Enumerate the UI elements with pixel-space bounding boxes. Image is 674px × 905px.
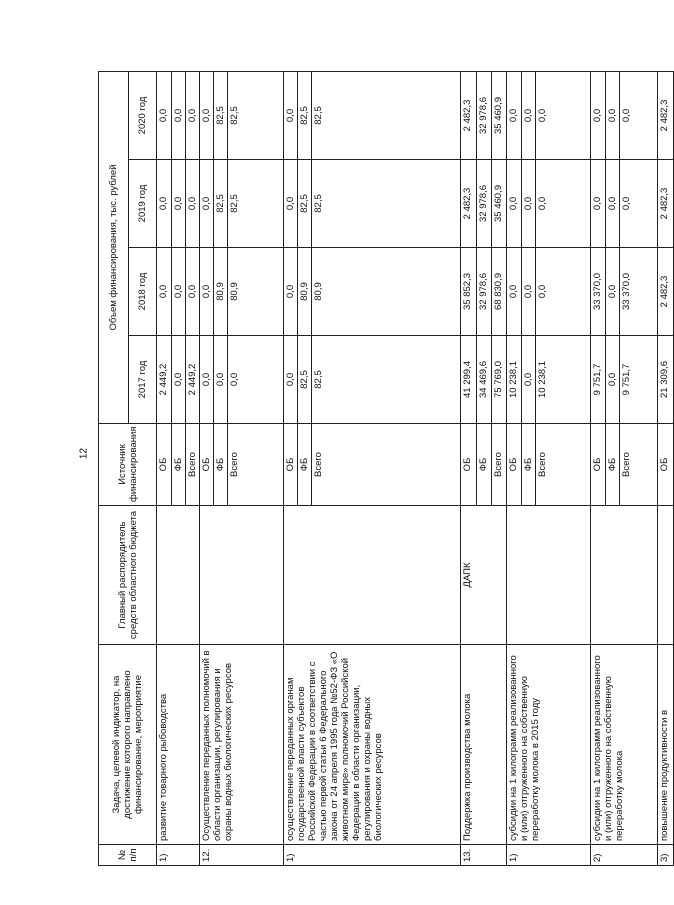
table-row <box>200 71 214 865</box>
value-cell: 0,0 <box>620 71 658 159</box>
value-cell: 0,0 <box>507 160 522 248</box>
value-cell: 0,0 <box>157 71 172 159</box>
row-number: 1) <box>284 845 461 866</box>
value-cell: 82,5 <box>312 160 461 248</box>
value-cell: 2 482,3 <box>461 71 477 159</box>
value-cell: 32 978,6 <box>477 160 492 248</box>
rotated-page <box>98 72 670 866</box>
value-cell: 0,0 <box>284 71 298 159</box>
source-cell: ОБ <box>507 424 522 506</box>
table-row <box>157 71 172 865</box>
header-year: 2019 год <box>129 160 157 248</box>
value-cell: 35 852,3 <box>461 248 477 336</box>
header-year: 2018 год <box>129 248 157 336</box>
source-cell: Всего <box>536 424 591 506</box>
value-cell: 0,0 <box>200 71 214 159</box>
task-cell: субсидии на 1 килограмм реализованного и (или) отгруженного на собственную переработку молока <box>591 645 658 845</box>
header-year: 2017 год <box>129 336 157 424</box>
value-cell: 0,0 <box>606 71 620 159</box>
task-cell: повышение продуктивности в <box>658 645 674 845</box>
header-task: Задача, целевой индикатор, на достижение которого направлено финансирование, мероприятие <box>99 645 157 845</box>
source-cell: Всего <box>312 424 461 506</box>
value-cell: 80,9 <box>214 248 228 336</box>
manager-cell <box>658 506 674 645</box>
value-cell: 0,0 <box>172 336 186 424</box>
value-cell: 2 449,2 <box>186 336 200 424</box>
row-number: 1) <box>157 845 200 866</box>
table-row <box>461 71 477 865</box>
value-cell: 75 769,0 <box>492 336 507 424</box>
value-cell: 35 460,9 <box>492 160 507 248</box>
header-source: Источник финансирования <box>99 424 157 506</box>
value-cell: 0,0 <box>507 248 522 336</box>
value-cell: 82,5 <box>298 160 312 248</box>
value-cell: 2 482,3 <box>658 71 674 159</box>
value-cell: 0,0 <box>284 160 298 248</box>
table-row <box>284 71 298 865</box>
value-cell: 35 460,9 <box>492 71 507 159</box>
value-cell: 2 482,3 <box>658 160 674 248</box>
value-cell: 0,0 <box>522 336 536 424</box>
value-cell: 34 469,6 <box>477 336 492 424</box>
row-number: 12. <box>200 845 284 866</box>
source-cell: ФБ <box>477 424 492 506</box>
manager-cell: ДАПК <box>461 506 507 645</box>
value-cell: 80,9 <box>228 248 284 336</box>
task-cell: субсидии на 1 килограмм реализованного и (или) отгруженного на собственную переработку молока в 2015 году <box>507 645 591 845</box>
source-cell: Всего <box>620 424 658 506</box>
value-cell: 0,0 <box>186 248 200 336</box>
value-cell: 0,0 <box>536 160 591 248</box>
header-num: № п/п <box>99 845 157 866</box>
value-cell: 2 482,3 <box>461 160 477 248</box>
value-cell: 80,9 <box>298 248 312 336</box>
source-cell: ОБ <box>658 424 674 506</box>
header-manager: Главный распорядитель средств областного бюджета <box>99 506 157 645</box>
value-cell: 0,0 <box>186 160 200 248</box>
value-cell: 82,5 <box>298 71 312 159</box>
value-cell: 0,0 <box>214 336 228 424</box>
source-cell: ФБ <box>214 424 228 506</box>
manager-cell <box>591 506 658 645</box>
value-cell: 2 449,2 <box>157 336 172 424</box>
task-cell: Осуществление переданных полномочий в области организации, регулирования и охраны водных биологических ресурсов <box>200 645 284 845</box>
value-cell: 0,0 <box>591 71 606 159</box>
source-cell: ФБ <box>522 424 536 506</box>
value-cell: 0,0 <box>606 160 620 248</box>
value-cell: 32 978,6 <box>477 71 492 159</box>
value-cell: 10 238,1 <box>536 336 591 424</box>
source-cell: ФБ <box>298 424 312 506</box>
value-cell: 0,0 <box>536 71 591 159</box>
value-cell: 0,0 <box>522 160 536 248</box>
value-cell: 0,0 <box>157 160 172 248</box>
value-cell: 82,5 <box>312 71 461 159</box>
financing-table <box>98 71 674 866</box>
row-number: 1) <box>507 845 591 866</box>
source-cell: ОБ <box>461 424 477 506</box>
manager-cell <box>507 506 591 645</box>
value-cell: 41 299,4 <box>461 336 477 424</box>
source-cell: Всего <box>492 424 507 506</box>
table-row <box>507 71 522 865</box>
value-cell: 0,0 <box>536 248 591 336</box>
source-cell: ОБ <box>157 424 172 506</box>
value-cell: 0,0 <box>172 248 186 336</box>
source-cell: ОБ <box>284 424 298 506</box>
value-cell: 0,0 <box>606 248 620 336</box>
page-number: 12 <box>78 447 90 460</box>
value-cell: 0,0 <box>157 248 172 336</box>
task-cell: Поддержка производства молока <box>461 645 507 845</box>
value-cell: 2 482,3 <box>658 248 674 336</box>
value-cell: 9 751,7 <box>620 336 658 424</box>
value-cell: 33 370,0 <box>591 248 606 336</box>
value-cell: 82,5 <box>214 160 228 248</box>
source-cell: ФБ <box>172 424 186 506</box>
row-number: 3) <box>658 845 674 866</box>
value-cell: 0,0 <box>228 336 284 424</box>
value-cell: 0,0 <box>200 336 214 424</box>
header-year: 2020 год <box>129 71 157 159</box>
source-cell: ОБ <box>200 424 214 506</box>
value-cell: 0,0 <box>200 160 214 248</box>
value-cell: 32 978,6 <box>477 248 492 336</box>
value-cell: 0,0 <box>284 248 298 336</box>
value-cell: 68 830,9 <box>492 248 507 336</box>
value-cell: 82,5 <box>214 71 228 159</box>
value-cell: 82,5 <box>298 336 312 424</box>
row-number: 2) <box>591 845 658 866</box>
manager-cell <box>284 506 461 645</box>
source-cell: ОБ <box>591 424 606 506</box>
value-cell: 0,0 <box>200 248 214 336</box>
value-cell: 0,0 <box>591 160 606 248</box>
value-cell: 80,9 <box>312 248 461 336</box>
manager-cell <box>200 506 284 645</box>
value-cell: 33 370,0 <box>620 248 658 336</box>
table-row <box>658 71 674 865</box>
value-cell: 0,0 <box>284 336 298 424</box>
value-cell: 82,5 <box>312 336 461 424</box>
value-cell: 9 751,7 <box>591 336 606 424</box>
manager-cell <box>157 506 200 645</box>
value-cell: 82,5 <box>228 160 284 248</box>
value-cell: 10 238,1 <box>507 336 522 424</box>
value-cell: 21 309,6 <box>658 336 674 424</box>
source-cell: Всего <box>228 424 284 506</box>
task-cell: осуществление переданных органам государственной власти субъектов Российской Федерации в соответствии с частью первой статьи 6 Федерального закона от 24 апреля 1995 года №52-ФЗ «О животном мире» полномочий Российской Федерации в области организации, регулирования и охраны водных биологических ресурсов <box>284 645 461 845</box>
row-number: 13. <box>461 845 507 866</box>
value-cell: 0,0 <box>172 160 186 248</box>
value-cell: 0,0 <box>172 71 186 159</box>
value-cell: 82,5 <box>228 71 284 159</box>
table-body <box>157 71 674 865</box>
header-volume: Объем финансирования, тыс. рублей <box>99 71 129 423</box>
value-cell: 0,0 <box>507 71 522 159</box>
value-cell: 0,0 <box>186 71 200 159</box>
task-cell: развитие товарного рыбоводства <box>157 645 200 845</box>
value-cell: 0,0 <box>522 248 536 336</box>
value-cell: 0,0 <box>606 336 620 424</box>
source-cell: ФБ <box>606 424 620 506</box>
source-cell: Всего <box>186 424 200 506</box>
value-cell: 0,0 <box>620 160 658 248</box>
value-cell: 0,0 <box>522 71 536 159</box>
table-row <box>591 71 606 865</box>
